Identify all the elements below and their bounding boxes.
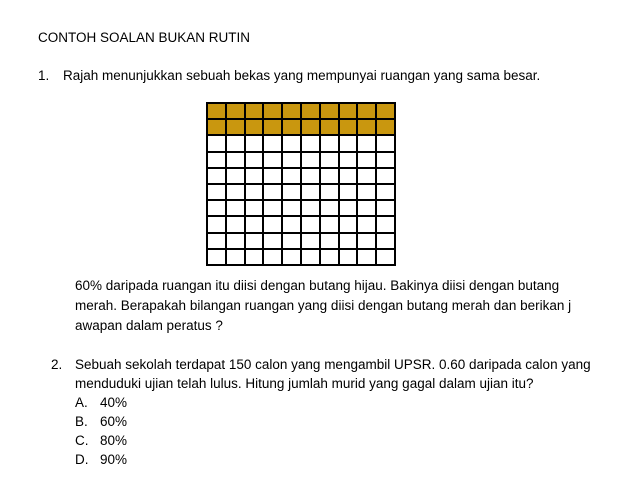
grid-cell-empty xyxy=(264,234,283,250)
grid-cell-filled xyxy=(208,104,227,120)
grid-cell-empty xyxy=(246,217,265,233)
grid-cell-empty xyxy=(321,185,340,201)
grid-cell-empty xyxy=(246,136,265,152)
grid-cell-empty xyxy=(227,234,246,250)
option-a-text: 40% xyxy=(100,395,128,410)
option-b-label: B. xyxy=(75,414,88,429)
grid-cell-empty xyxy=(302,153,321,169)
grid-cell-empty xyxy=(302,201,321,217)
option-d-text: 90% xyxy=(100,452,128,467)
grid-cell-empty xyxy=(377,185,396,201)
grid-cell-empty xyxy=(321,153,340,169)
grid-cell-empty xyxy=(246,185,265,201)
grid-cell-filled xyxy=(340,120,359,136)
grid-cell-empty xyxy=(283,250,302,266)
grid-cell-filled xyxy=(208,120,227,136)
q2-number: 2. xyxy=(51,357,63,372)
grid-cell-empty xyxy=(321,201,340,217)
grid-cell-filled xyxy=(264,104,283,120)
grid-cell-empty xyxy=(340,185,359,201)
grid-cell-filled xyxy=(246,120,265,136)
q1-body-line-3: awapan dalam peratus ? xyxy=(75,318,223,333)
grid-cell-empty xyxy=(283,201,302,217)
grid-cell-empty xyxy=(264,169,283,185)
grid-cell-empty xyxy=(208,234,227,250)
grid-cell-filled xyxy=(321,120,340,136)
grid-cell-empty xyxy=(283,185,302,201)
grid-cell-empty xyxy=(246,169,265,185)
option-b-text: 60% xyxy=(100,414,128,429)
grid-cell-filled xyxy=(302,104,321,120)
grid-cell-empty xyxy=(208,153,227,169)
grid-cell-empty xyxy=(283,217,302,233)
grid-cell-empty xyxy=(358,185,377,201)
grid-cell-filled xyxy=(340,104,359,120)
grid-cell-empty xyxy=(264,250,283,266)
grid-cell-empty xyxy=(227,250,246,266)
grid-cell-empty xyxy=(340,234,359,250)
grid-cell-empty xyxy=(321,169,340,185)
grid-cell-empty xyxy=(358,153,377,169)
grid-cell-empty xyxy=(208,136,227,152)
grid-cell-empty xyxy=(208,185,227,201)
grid-cell-empty xyxy=(321,250,340,266)
grid-cell-filled xyxy=(283,120,302,136)
grid-cell-empty xyxy=(208,201,227,217)
grid-cell-empty xyxy=(321,136,340,152)
grid-cell-empty xyxy=(283,169,302,185)
grid-cell-empty xyxy=(302,250,321,266)
grid-cell-empty xyxy=(340,169,359,185)
grid-cell-filled xyxy=(377,104,396,120)
grid-cell-empty xyxy=(302,169,321,185)
grid-cell-empty xyxy=(377,250,396,266)
page-heading: CONTOH SOALAN BUKAN RUTIN xyxy=(38,30,251,45)
grid-cell-filled xyxy=(321,104,340,120)
grid-cell-empty xyxy=(358,234,377,250)
grid-cell-empty xyxy=(340,201,359,217)
grid-cell-empty xyxy=(246,250,265,266)
grid-cell-filled xyxy=(227,104,246,120)
grid-cell-empty xyxy=(377,201,396,217)
option-d-label: D. xyxy=(75,452,89,467)
option-c-text: 80% xyxy=(100,433,128,448)
grid-cell-empty xyxy=(246,234,265,250)
grid-cell-empty xyxy=(302,136,321,152)
q1-body-line-1: 60% daripada ruangan itu diisi dengan butang hijau. Bakinya diisi dengan butang xyxy=(75,278,560,293)
grid-cell-empty xyxy=(377,153,396,169)
q1-text: Rajah menunjukkan sebuah bekas yang mempunyai ruangan yang sama besar. xyxy=(63,68,541,83)
grid-cell-empty xyxy=(283,234,302,250)
grid-cell-empty xyxy=(302,217,321,233)
q2-line-2: menduduki ujian telah lulus. Hitung jumlah murid yang gagal dalam ujian itu? xyxy=(75,376,534,391)
q1-body-line-2: merah. Berapakah bilangan ruangan yang diisi dengan butang merah dan berikan j xyxy=(75,298,572,313)
grid-cell-filled xyxy=(283,104,302,120)
grid-cell-empty xyxy=(377,136,396,152)
grid-cell-empty xyxy=(321,217,340,233)
grid-cell-empty xyxy=(208,217,227,233)
grid-cell-empty xyxy=(340,136,359,152)
grid-cell-filled xyxy=(246,104,265,120)
grid-cell-empty xyxy=(227,201,246,217)
grid-cell-empty xyxy=(246,153,265,169)
grid-cell-empty xyxy=(283,136,302,152)
grid-cell-empty xyxy=(340,153,359,169)
grid-cell-empty xyxy=(208,169,227,185)
grid-cell-empty xyxy=(246,201,265,217)
grid-cell-empty xyxy=(302,185,321,201)
container-grid-figure xyxy=(206,102,396,266)
grid-cell-empty xyxy=(227,169,246,185)
grid-cell-empty xyxy=(358,250,377,266)
grid-cell-filled xyxy=(264,120,283,136)
grid-cell-empty xyxy=(358,169,377,185)
grid-cell-filled xyxy=(358,104,377,120)
grid-cell-empty xyxy=(264,201,283,217)
grid-cell-empty xyxy=(208,250,227,266)
option-c-label: C. xyxy=(75,433,89,448)
grid-cell-empty xyxy=(227,153,246,169)
grid-cell-filled xyxy=(302,120,321,136)
q1-number: 1. xyxy=(38,68,50,83)
grid-cell-empty xyxy=(264,136,283,152)
option-a-label: A. xyxy=(75,395,88,410)
grid-cell-empty xyxy=(227,136,246,152)
grid-cell-empty xyxy=(358,217,377,233)
grid-cell-empty xyxy=(377,234,396,250)
grid-cell-empty xyxy=(227,217,246,233)
grid-cell-empty xyxy=(321,234,340,250)
grid-cell-empty xyxy=(264,217,283,233)
grid-cell-filled xyxy=(227,120,246,136)
q2-line-1: Sebuah sekolah terdapat 150 calon yang mengambil UPSR. 0.60 daripada calon yang xyxy=(75,357,591,372)
grid-cell-empty xyxy=(377,169,396,185)
grid-cell-empty xyxy=(264,185,283,201)
grid-cell-empty xyxy=(283,153,302,169)
grid-cell-empty xyxy=(358,136,377,152)
grid-cell-empty xyxy=(377,217,396,233)
grid-cell-empty xyxy=(340,217,359,233)
grid-cell-empty xyxy=(227,185,246,201)
grid-cell-filled xyxy=(377,120,396,136)
grid-cell-empty xyxy=(264,153,283,169)
grid-cell-empty xyxy=(358,201,377,217)
grid-cell-empty xyxy=(340,250,359,266)
grid-cell-filled xyxy=(358,120,377,136)
grid-cell-empty xyxy=(302,234,321,250)
